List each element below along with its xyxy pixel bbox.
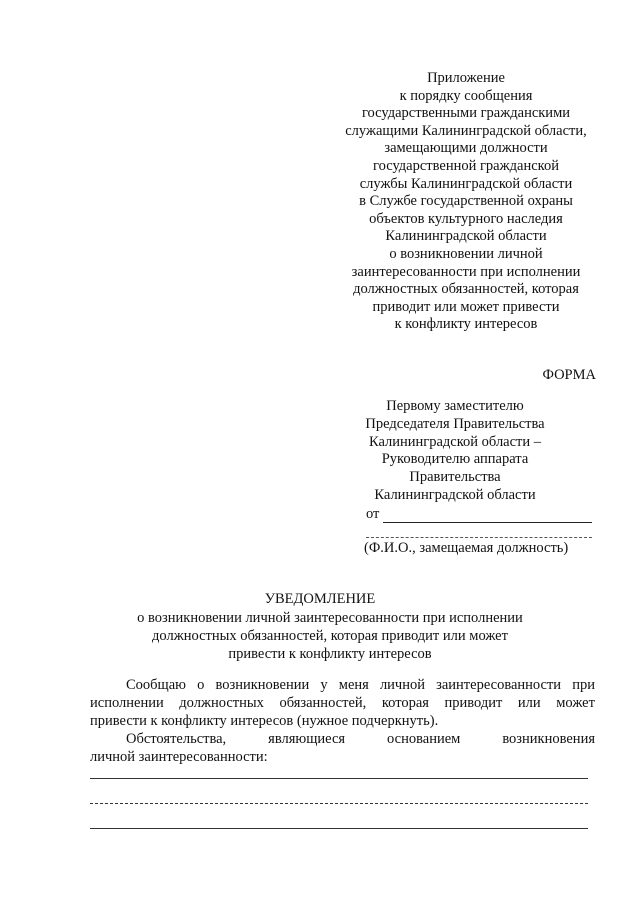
addressee-block (340, 398, 570, 505)
word: возникновении (215, 677, 310, 693)
paragraph-circumstances (90, 731, 595, 767)
paragraph-line (90, 677, 595, 695)
circumstances-blank-line-1[interactable] (90, 778, 588, 779)
appendix-line: службы Калининградской области (359, 175, 573, 192)
addressee-line: Калининградской области (374, 486, 536, 503)
addressee-line: Калининградской области – (368, 433, 542, 450)
word: Сообщаю (126, 677, 186, 693)
word: Обстоятельства, (126, 731, 227, 747)
circumstances-blank-line-2[interactable] (90, 803, 588, 804)
word: основанием (387, 731, 461, 747)
appendix-line: объектов культурного наследия (369, 210, 563, 227)
from-blank-line[interactable] (383, 508, 592, 523)
paragraph-line: привести к конфликту интересов (нужное подчеркнуть). (90, 712, 439, 729)
appendix-line: служащими Калининградской области, (345, 122, 587, 139)
word: возникновения (502, 731, 595, 747)
appendix-line: Калининградской области (385, 228, 547, 245)
appendix-line: к порядку сообщения (399, 87, 533, 104)
paragraph-line (90, 695, 595, 713)
notice-title: УВЕДОМЛЕНИЕ (264, 591, 376, 607)
form-label: ФОРМА (542, 367, 596, 383)
appendix-line: Приложение (427, 70, 505, 86)
word: личной (379, 677, 425, 693)
addressee-line: Председателя Правительства (365, 415, 545, 432)
appendix-line: государственной гражданской (373, 157, 559, 174)
word: или (517, 694, 541, 711)
from-label: от (366, 506, 380, 522)
position-blank-line[interactable] (366, 537, 592, 538)
word: должностных (179, 694, 264, 711)
appendix-line: заинтересованности при исполнении (351, 263, 581, 280)
word: являющиеся (268, 731, 346, 747)
paragraph-report (90, 677, 595, 730)
word: обязанностей, (279, 694, 367, 711)
subtitle-line: должностных обязанностей, которая приводит или может (152, 628, 508, 644)
word: исполнении (90, 694, 164, 711)
fio-caption: (Ф.И.О., замещаемая должность) (364, 540, 569, 556)
word: у (320, 677, 328, 693)
subtitle-line: о возникновении личной заинтересованности при исполнении (137, 610, 523, 626)
appendix-line: должностных обязанностей, которая (353, 281, 579, 298)
word: о (197, 677, 205, 693)
paragraph-line: личной заинтересованности: (90, 748, 268, 765)
word: меня (338, 677, 369, 693)
from-field-row (366, 503, 592, 523)
circumstances-blank-line-3[interactable] (90, 828, 588, 829)
appendix-line: о возникновении личной (389, 245, 543, 262)
word: при (572, 677, 595, 693)
addressee-line: Правительства (409, 469, 501, 486)
appendix-line: приводит или может привести (372, 298, 560, 315)
appendix-line: в Службе государственной охраны (359, 193, 573, 210)
notice-subtitle (90, 609, 570, 663)
addressee-line: Первому заместителю (386, 398, 524, 414)
appendix-header (300, 70, 632, 334)
appendix-line: государственными гражданскими (361, 105, 571, 122)
word: может (556, 694, 595, 711)
subtitle-line: привести к конфликту интересов (228, 646, 432, 662)
appendix-line: к конфликту интересов (394, 316, 538, 333)
appendix-line: замещающими должности (384, 140, 548, 157)
addressee-line: Руководителю аппарата (381, 451, 529, 468)
word: которая (381, 694, 429, 711)
word: заинтересованности (436, 677, 562, 693)
word: приводит (444, 694, 503, 711)
paragraph-line (90, 731, 595, 749)
